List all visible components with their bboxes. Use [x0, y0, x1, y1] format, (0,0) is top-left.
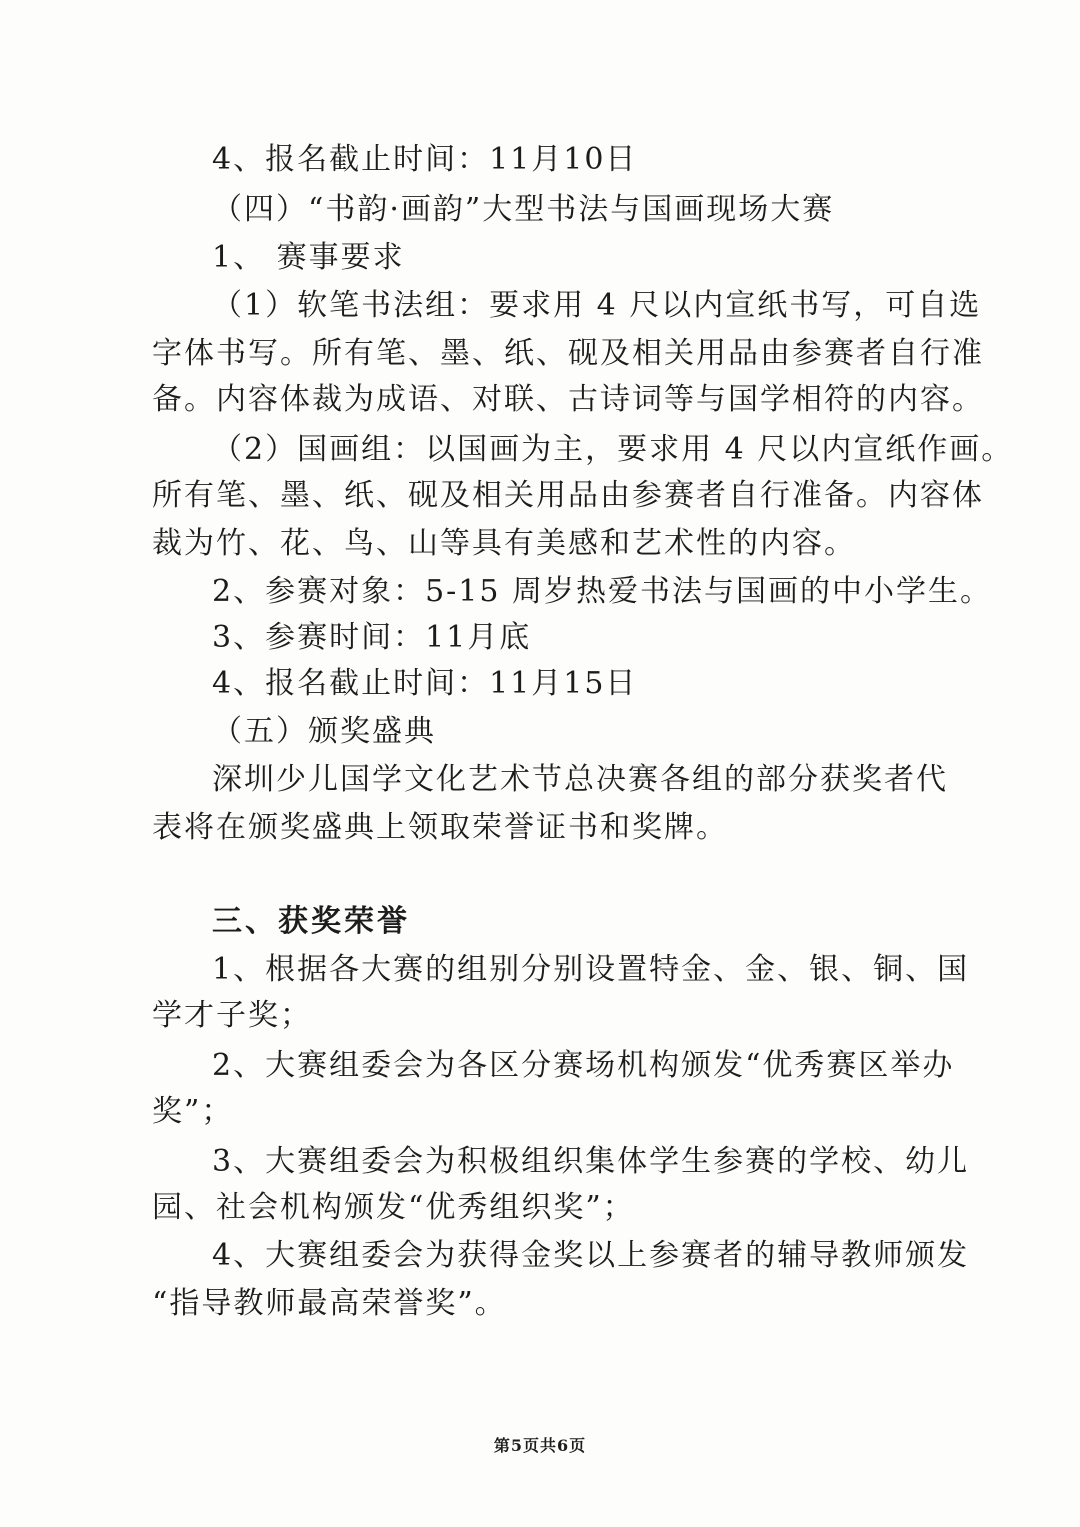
text-line: 3、大赛组委会为积极组织集体学生参赛的学校、幼儿: [212, 1144, 970, 1179]
section-four-title: （四）“书韵·画韵”大型书法与国画现场大赛: [212, 192, 835, 227]
text-line: 2、大赛组委会为各区分赛场机构颁发“优秀赛区举办: [212, 1048, 955, 1083]
text-line: 1、 赛事要求: [212, 240, 405, 275]
section-heading: 三、获奖荣誉: [212, 904, 410, 939]
text-line: 2、参赛对象：5-15 周岁热爱书法与国画的中小学生。: [212, 574, 993, 609]
section-five-title: （五）颁奖盛典: [212, 714, 436, 749]
text-line: 表将在颁奖盛典上领取荣誉证书和奖牌。: [152, 810, 728, 845]
page-number-footer: 第5页共6页: [493, 1436, 587, 1455]
text-line: 奖”；: [152, 1094, 234, 1129]
text-line: 4、报名截止时间：11月10日: [212, 142, 638, 177]
text-line: 备。内容体裁为成语、对联、古诗词等与国学相符的内容。: [152, 382, 984, 417]
text-line: 所有笔、墨、纸、砚及相关用品由参赛者自行准备。内容体: [152, 478, 984, 513]
text-line: 4、大赛组委会为获得金奖以上参赛者的辅导教师颁发: [212, 1238, 970, 1273]
text-line: 1、根据各大赛的组别分别设置特金、金、银、铜、国: [212, 952, 970, 987]
text-line: 字体书写。所有笔、墨、纸、砚及相关用品由参赛者自行准: [152, 336, 984, 371]
text-line: （2）国画组：以国画为主，要求用 4 尺以内宣纸作画。: [212, 432, 1014, 467]
text-line: 3、参赛时间：11月底: [212, 620, 532, 655]
text-line: “指导教师最高荣誉奖”。: [152, 1286, 507, 1321]
text-line: 深圳少儿国学文化艺术节总决赛各组的部分获奖者代: [212, 762, 948, 797]
text-line: 园、社会机构颁发“优秀组织奖”；: [152, 1190, 635, 1225]
text-line: 学才子奖；: [152, 998, 312, 1033]
text-line: 裁为竹、花、鸟、山等具有美感和艺术性的内容。: [152, 526, 856, 561]
text-line: 4、报名截止时间：11月15日: [212, 666, 638, 701]
text-line: （1）软笔书法组：要求用 4 尺以内宣纸书写，可自选: [212, 288, 982, 323]
